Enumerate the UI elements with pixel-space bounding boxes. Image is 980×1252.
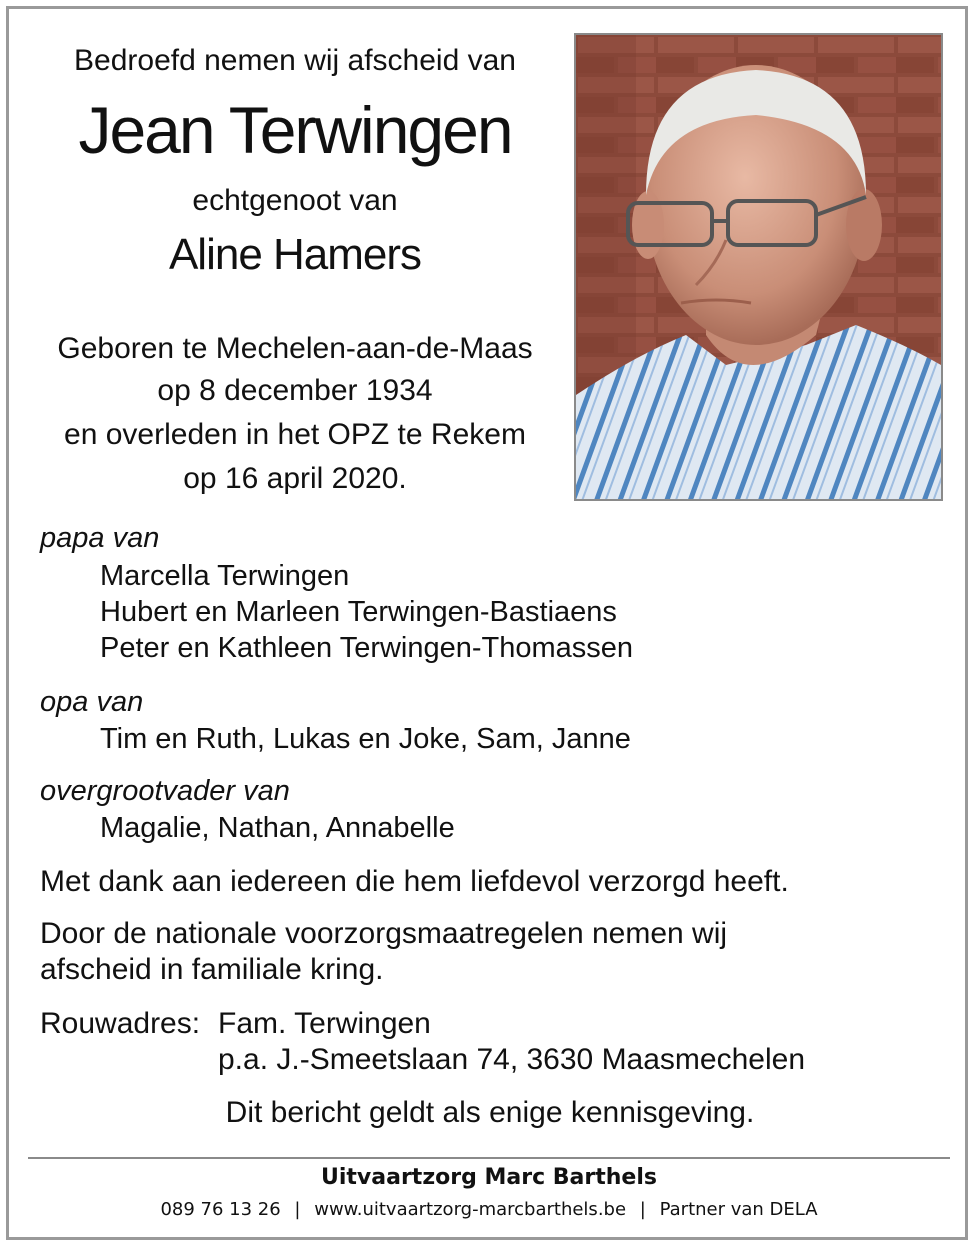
great-grandchildren-names: Magalie, Nathan, Annabelle [100, 812, 455, 844]
grandchildren-names: Tim en Ruth, Lukas en Joke, Sam, Janne [100, 723, 631, 755]
relation-opa: opa van [40, 686, 144, 718]
footer-divider [28, 1157, 950, 1159]
child-name: Hubert en Marleen Terwingen-Bastiaens [100, 596, 617, 628]
child-name: Marcella Terwingen [100, 560, 350, 592]
intro-text: Bedroefd nemen wij afscheid van [74, 44, 516, 77]
child-name: Peter en Kathleen Terwingen-Thomassen [100, 632, 634, 664]
death-place: en overleden in het OPZ te Rekem [64, 418, 526, 451]
spouse-relation: echtgenoot van [192, 184, 398, 217]
address-street: p.a. J.-Smeetslaan 74, 3630 Maasmechelen [218, 1043, 806, 1076]
relation-overgrootvader: overgrootvader van [40, 775, 290, 807]
notice-line-2: afscheid in familiale kring. [40, 953, 384, 986]
footer-phone: 089 76 13 26 [160, 1199, 281, 1220]
spouse-name: Aline Hamers [168, 230, 422, 279]
birth-date: op 8 december 1934 [157, 374, 433, 407]
death-date: op 16 april 2020. [183, 462, 407, 495]
relation-papa: papa van [40, 522, 160, 554]
portrait-illustration [576, 35, 941, 499]
notice-line-1: Door de nationale voorzorgsmaatregelen nemen wij [40, 917, 728, 950]
funeral-company: Uitvaartzorg Marc Barthels [321, 1165, 657, 1190]
thanks-text: Met dank aan iedereen die hem liefdevol verzorgd heeft. [40, 865, 789, 898]
footer-separator: | [639, 1199, 646, 1220]
address-label: Rouwadres: [40, 1007, 201, 1040]
footer-contact [28, 1199, 950, 1220]
portrait-photo [574, 33, 943, 501]
footer-separator: | [294, 1199, 301, 1220]
address-name: Fam. Terwingen [218, 1007, 431, 1040]
footer-partner: Partner van DELA [659, 1199, 818, 1220]
closing-text: Dit bericht geldt als enige kennisgeving. [225, 1096, 755, 1129]
birth-place: Geboren te Mechelen-aan-de-Maas [57, 332, 533, 365]
footer-website[interactable]: www.uitvaartzorg-marcbarthels.be [314, 1199, 627, 1220]
deceased-name: Jean Terwingen [78, 93, 512, 167]
